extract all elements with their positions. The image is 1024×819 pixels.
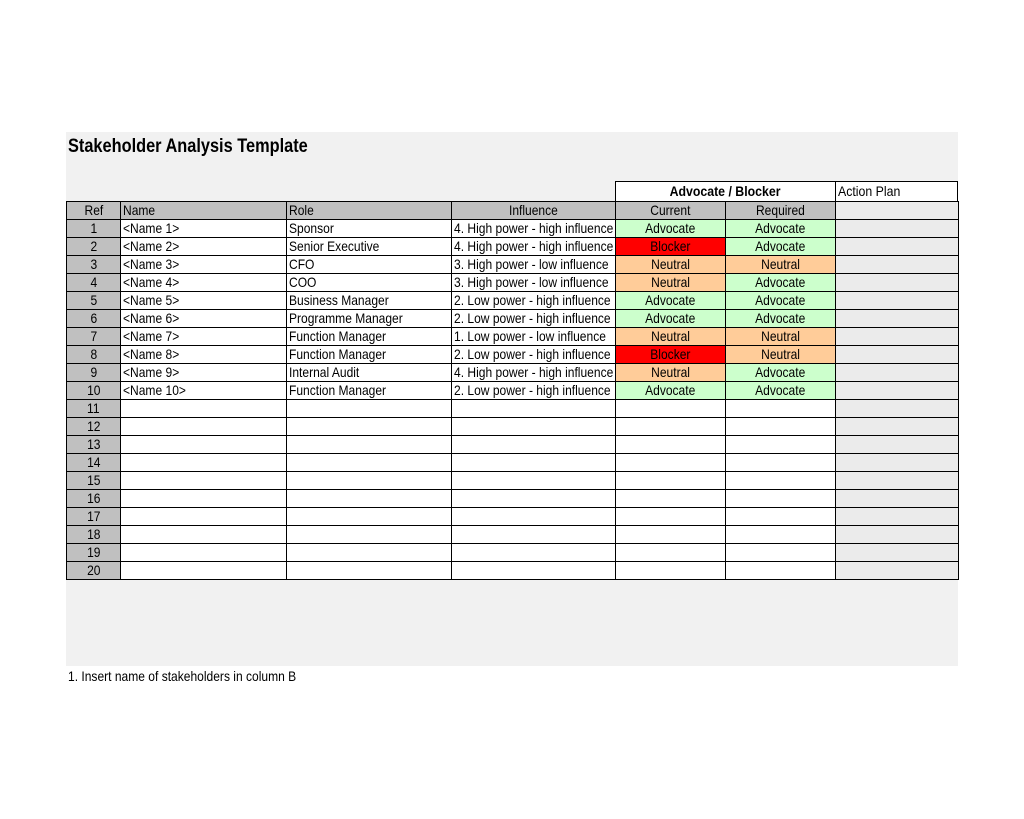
table-row: [67, 472, 959, 490]
cell-name[interactable]: <Name 3>: [121, 256, 287, 274]
cell-action-plan[interactable]: [836, 220, 959, 238]
page-title: Stakeholder Analysis Template: [68, 136, 308, 157]
cell-role[interactable]: [287, 490, 452, 508]
cell-role[interactable]: Business Manager: [287, 292, 452, 310]
table-row: [67, 490, 959, 508]
cell-influence[interactable]: 3. High power - low influence: [452, 274, 616, 292]
cell-role[interactable]: [287, 508, 452, 526]
cell-name[interactable]: <Name 9>: [121, 364, 287, 382]
cell-required[interactable]: [726, 436, 836, 454]
cell-name[interactable]: <Name 1>: [121, 220, 287, 238]
cell-current[interactable]: [616, 562, 726, 580]
cell-name[interactable]: [121, 508, 287, 526]
cell-current[interactable]: [616, 436, 726, 454]
cell-name[interactable]: <Name 5>: [121, 292, 287, 310]
cell-current[interactable]: Advocate: [616, 292, 726, 310]
cell-influence[interactable]: [452, 526, 616, 544]
cell-required[interactable]: Neutral: [726, 346, 836, 364]
cell-name[interactable]: [121, 490, 287, 508]
cell-name[interactable]: <Name 7>: [121, 328, 287, 346]
cell-required[interactable]: [726, 472, 836, 490]
cell-role[interactable]: Senior Executive: [287, 238, 452, 256]
cell-required[interactable]: Neutral: [726, 328, 836, 346]
cell-required[interactable]: Advocate: [726, 382, 836, 400]
cell-influence[interactable]: 3. High power - low influence: [452, 256, 616, 274]
action-plan-label: Action Plan: [838, 183, 901, 199]
cell-action-plan[interactable]: [836, 436, 959, 454]
cell-action-plan[interactable]: [836, 562, 959, 580]
table-row: [67, 436, 959, 454]
cell-name[interactable]: [121, 544, 287, 562]
cell-ref[interactable]: 4: [67, 274, 121, 292]
cell-current[interactable]: [616, 472, 726, 490]
cell-action-plan[interactable]: [836, 256, 959, 274]
cell-ref[interactable]: 16: [67, 490, 121, 508]
cell-required[interactable]: [726, 508, 836, 526]
cell-required[interactable]: [726, 562, 836, 580]
table-row: [67, 400, 959, 418]
cell-role[interactable]: [287, 436, 452, 454]
cell-action-plan[interactable]: [836, 310, 959, 328]
cell-influence[interactable]: [452, 400, 616, 418]
cell-current[interactable]: Blocker: [616, 238, 726, 256]
table-row: [67, 526, 959, 544]
cell-ref[interactable]: 12: [67, 418, 121, 436]
cell-required[interactable]: Advocate: [726, 292, 836, 310]
cell-role[interactable]: [287, 400, 452, 418]
header-ref: Ref: [67, 202, 121, 220]
cell-influence[interactable]: 4. High power - high influence: [452, 220, 616, 238]
header-current: Current: [616, 202, 726, 220]
cell-name[interactable]: <Name 6>: [121, 310, 287, 328]
cell-influence[interactable]: [452, 418, 616, 436]
cell-required[interactable]: Advocate: [726, 310, 836, 328]
cell-ref[interactable]: 11: [67, 400, 121, 418]
cell-role[interactable]: [287, 472, 452, 490]
cell-action-plan[interactable]: [836, 418, 959, 436]
cell-current[interactable]: Neutral: [616, 274, 726, 292]
cell-name[interactable]: [121, 454, 287, 472]
cell-ref[interactable]: 13: [67, 436, 121, 454]
cell-influence[interactable]: [452, 454, 616, 472]
cell-ref[interactable]: 19: [67, 544, 121, 562]
cell-action-plan[interactable]: [836, 490, 959, 508]
cell-role[interactable]: Function Manager: [287, 382, 452, 400]
cell-role[interactable]: [287, 454, 452, 472]
cell-name[interactable]: <Name 10>: [121, 382, 287, 400]
cell-influence[interactable]: [452, 490, 616, 508]
table-row: [67, 292, 959, 310]
cell-action-plan[interactable]: [836, 274, 959, 292]
cell-name[interactable]: [121, 418, 287, 436]
cell-influence[interactable]: 4. High power - high influence: [452, 238, 616, 256]
cell-influence[interactable]: 2. Low power - high influence: [452, 382, 616, 400]
cell-role[interactable]: [287, 562, 452, 580]
cell-ref[interactable]: 20: [67, 562, 121, 580]
table-row: [67, 418, 959, 436]
cell-required[interactable]: Advocate: [726, 274, 836, 292]
cell-current[interactable]: Advocate: [616, 382, 726, 400]
cell-current[interactable]: [616, 490, 726, 508]
cell-ref[interactable]: 14: [67, 454, 121, 472]
cell-name[interactable]: <Name 4>: [121, 274, 287, 292]
cell-action-plan[interactable]: [836, 526, 959, 544]
cell-current[interactable]: Neutral: [616, 256, 726, 274]
cell-influence[interactable]: 2. Low power - high influence: [452, 310, 616, 328]
cell-role[interactable]: [287, 526, 452, 544]
table-row: [67, 508, 959, 526]
cell-current[interactable]: Advocate: [616, 220, 726, 238]
cell-ref[interactable]: 18: [67, 526, 121, 544]
cell-influence[interactable]: [452, 544, 616, 562]
cell-action-plan[interactable]: [836, 508, 959, 526]
cell-name[interactable]: [121, 562, 287, 580]
table-row: [67, 310, 959, 328]
cell-role[interactable]: CFO: [287, 256, 452, 274]
table-row: [67, 238, 959, 256]
cell-action-plan[interactable]: [836, 364, 959, 382]
table-row: [67, 364, 959, 382]
column-header-row: [67, 202, 959, 220]
cell-required[interactable]: Advocate: [726, 364, 836, 382]
cell-role[interactable]: Internal Audit: [287, 364, 452, 382]
table-row: [67, 220, 959, 238]
cell-name[interactable]: <Name 2>: [121, 238, 287, 256]
cell-role[interactable]: Programme Manager: [287, 310, 452, 328]
cell-current[interactable]: Blocker: [616, 346, 726, 364]
table-row: [67, 544, 959, 562]
table-row: [67, 562, 959, 580]
cell-required[interactable]: Advocate: [726, 220, 836, 238]
cell-ref[interactable]: 6: [67, 310, 121, 328]
table-row: [67, 382, 959, 400]
cell-ref[interactable]: 15: [67, 472, 121, 490]
cell-role[interactable]: Function Manager: [287, 328, 452, 346]
advocate-blocker-label: Advocate / Blocker: [670, 183, 781, 199]
cell-action-plan[interactable]: [836, 544, 959, 562]
cell-influence[interactable]: 2. Low power - high influence: [452, 346, 616, 364]
cell-name[interactable]: [121, 472, 287, 490]
cell-required[interactable]: Neutral: [726, 256, 836, 274]
cell-name[interactable]: <Name 8>: [121, 346, 287, 364]
cell-action-plan[interactable]: [836, 292, 959, 310]
cell-action-plan[interactable]: [836, 346, 959, 364]
cell-influence[interactable]: 2. Low power - high influence: [452, 292, 616, 310]
cell-influence[interactable]: [452, 472, 616, 490]
advocate-blocker-group-header: [615, 181, 836, 201]
cell-role[interactable]: Function Manager: [287, 346, 452, 364]
cell-ref[interactable]: 1: [67, 220, 121, 238]
cell-current[interactable]: [616, 400, 726, 418]
table-row: [67, 346, 959, 364]
table-row: [67, 328, 959, 346]
table-row: [67, 256, 959, 274]
cell-required[interactable]: Advocate: [726, 238, 836, 256]
cell-action-plan[interactable]: [836, 472, 959, 490]
cell-current[interactable]: [616, 418, 726, 436]
cell-name[interactable]: [121, 526, 287, 544]
cell-name[interactable]: [121, 400, 287, 418]
cell-name[interactable]: [121, 436, 287, 454]
header-required: Required: [726, 202, 836, 220]
header-action-plan: [836, 202, 959, 220]
cell-action-plan[interactable]: [836, 328, 959, 346]
cell-ref[interactable]: 8: [67, 346, 121, 364]
cell-action-plan[interactable]: [836, 400, 959, 418]
cell-required[interactable]: [726, 418, 836, 436]
cell-required[interactable]: [726, 526, 836, 544]
cell-current[interactable]: [616, 544, 726, 562]
footnote: 1. Insert name of stakeholders in column B: [68, 668, 297, 684]
cell-role[interactable]: [287, 544, 452, 562]
cell-ref[interactable]: 2: [67, 238, 121, 256]
cell-current[interactable]: [616, 526, 726, 544]
cell-required[interactable]: [726, 454, 836, 472]
table-row: [67, 274, 959, 292]
cell-action-plan[interactable]: [836, 454, 959, 472]
cell-influence[interactable]: [452, 562, 616, 580]
cell-ref[interactable]: 9: [67, 364, 121, 382]
stakeholder-table: [66, 201, 959, 580]
action-plan-group-header: [835, 181, 958, 201]
cell-current[interactable]: [616, 508, 726, 526]
cell-required[interactable]: [726, 544, 836, 562]
cell-current[interactable]: Neutral: [616, 328, 726, 346]
cell-current[interactable]: Neutral: [616, 364, 726, 382]
cell-action-plan[interactable]: [836, 382, 959, 400]
cell-influence[interactable]: [452, 436, 616, 454]
cell-influence[interactable]: 4. High power - high influence: [452, 364, 616, 382]
header-influence: Influence: [452, 202, 616, 220]
cell-role[interactable]: COO: [287, 274, 452, 292]
cell-ref[interactable]: 5: [67, 292, 121, 310]
cell-influence[interactable]: [452, 508, 616, 526]
cell-current[interactable]: [616, 454, 726, 472]
cell-ref[interactable]: 10: [67, 382, 121, 400]
cell-action-plan[interactable]: [836, 238, 959, 256]
cell-required[interactable]: [726, 490, 836, 508]
cell-influence[interactable]: 1. Low power - low influence: [452, 328, 616, 346]
header-name: Name: [121, 202, 287, 220]
cell-ref[interactable]: 7: [67, 328, 121, 346]
header-role: Role: [287, 202, 452, 220]
spreadsheet-area: [66, 132, 958, 666]
cell-required[interactable]: [726, 400, 836, 418]
cell-ref[interactable]: 17: [67, 508, 121, 526]
cell-ref[interactable]: 3: [67, 256, 121, 274]
cell-role[interactable]: [287, 418, 452, 436]
cell-current[interactable]: Advocate: [616, 310, 726, 328]
cell-role[interactable]: Sponsor: [287, 220, 452, 238]
table-row: [67, 454, 959, 472]
